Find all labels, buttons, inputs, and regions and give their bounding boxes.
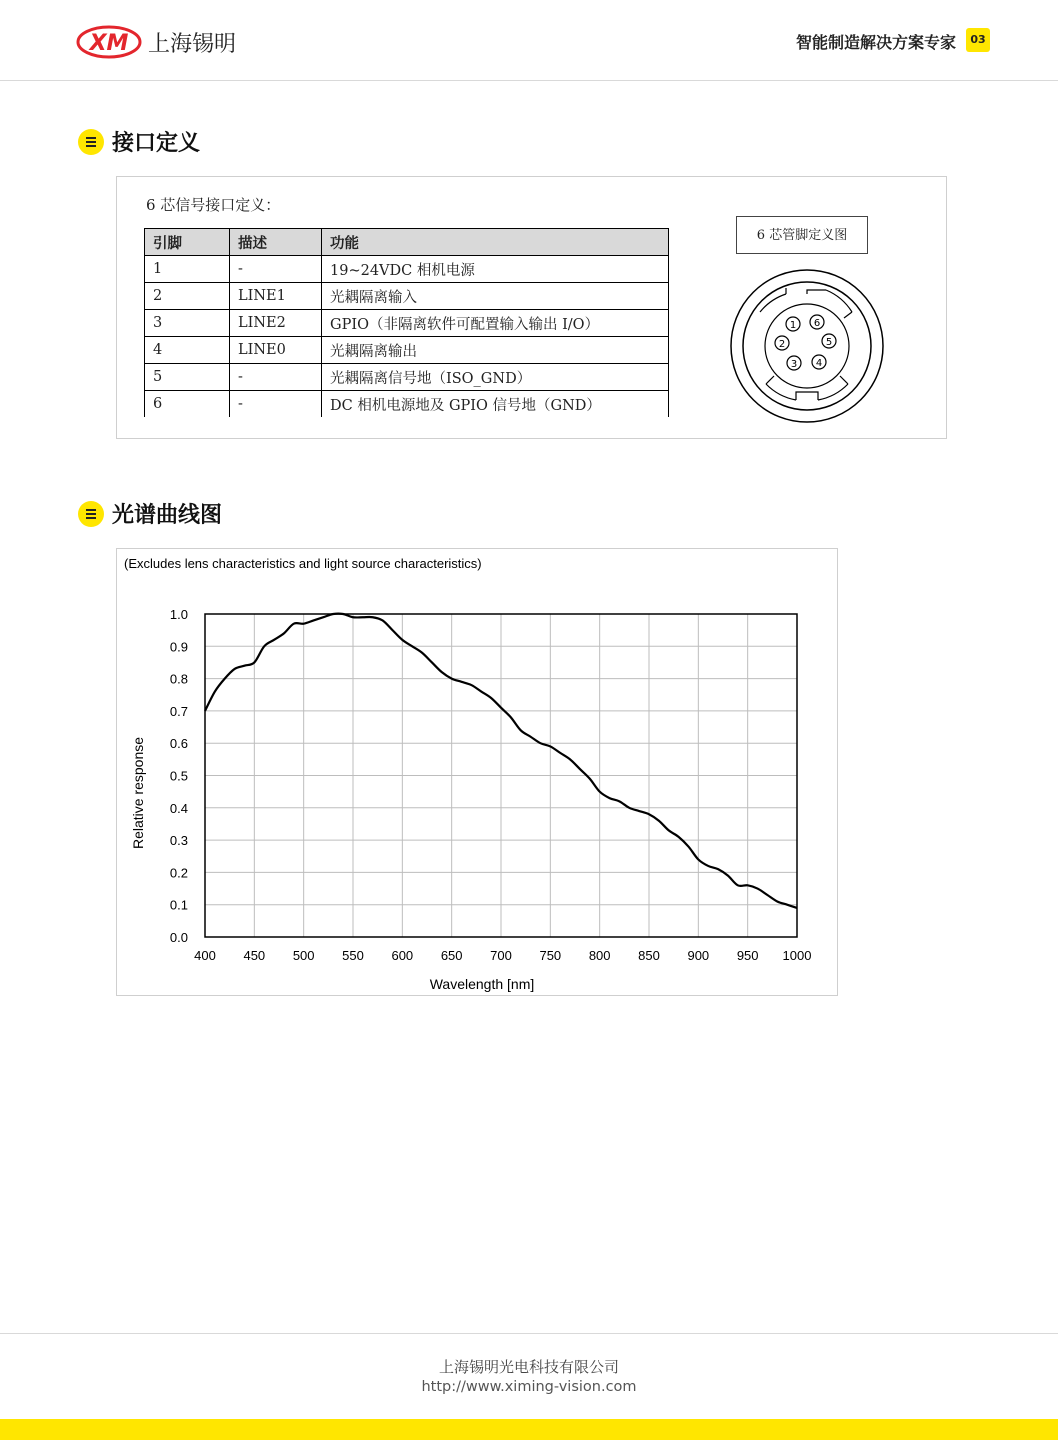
table-row [145, 283, 669, 310]
table-row [145, 391, 669, 418]
x-tick-label: 400 [194, 948, 216, 963]
cell-func: GPIO（非隔离软件可配置输入输出 I/O） [322, 310, 669, 337]
logo-text: 上海锡明 [148, 31, 237, 57]
svg-text:6: 6 [813, 318, 821, 329]
cell-desc: - [230, 256, 322, 283]
table-header-row [145, 229, 669, 256]
cell-desc: LINE0 [230, 337, 322, 364]
footer-url[interactable]: http://www.ximing-vision.com [421, 1379, 637, 1395]
footer-divider [0, 1333, 1058, 1334]
x-tick-label: 700 [490, 948, 512, 963]
page-header [0, 0, 1058, 81]
page-number-badge: 03 [966, 28, 990, 52]
x-tick-label: 550 [342, 948, 364, 963]
x-tick-label: 600 [391, 948, 414, 963]
y-axis-label: Relative response [130, 736, 146, 850]
x-tick-label: 900 [687, 948, 710, 963]
footer-company: 上海锡明光电科技有限公司 [438, 1358, 619, 1376]
cell-func: DC 相机电源地及 GPIO 信号地（GND） [322, 391, 669, 418]
pin-4 [812, 355, 826, 369]
menu-icon [78, 501, 104, 527]
svg-text:4: 4 [815, 358, 823, 369]
x-tick-label: 850 [638, 948, 660, 963]
cell-pin: 1 [145, 256, 230, 283]
y-tick-label: 0.9 [169, 639, 188, 655]
footer-accent-bar [0, 1419, 1058, 1440]
y-tick-label: 0.4 [169, 800, 188, 816]
cell-pin: 4 [145, 337, 230, 364]
cell-desc: LINE2 [230, 310, 322, 337]
cell-pin: 3 [145, 310, 230, 337]
menu-icon [78, 129, 104, 155]
y-tick-label: 0.6 [169, 736, 188, 752]
svg-text:3: 3 [790, 359, 798, 370]
y-tick-label: 0.8 [169, 671, 188, 687]
connector-pinout-diagram [726, 266, 888, 426]
y-tick-label: 1.0 [169, 607, 188, 622]
y-tick-label: 0.7 [169, 703, 188, 719]
x-tick-label: 1000 [782, 948, 812, 963]
column-header-desc: 描述 [230, 229, 322, 256]
cell-desc: LINE1 [230, 283, 322, 310]
svg-text:1: 1 [789, 320, 797, 331]
pin-table [144, 228, 669, 417]
pin-2 [775, 336, 789, 350]
cell-desc: - [230, 364, 322, 391]
chart-subtitle: (Excludes lens characteristics and light source characteristics) [124, 556, 482, 571]
section-title-text: 光谱曲线图 [112, 503, 223, 528]
pin-6 [810, 315, 824, 329]
column-header-pin: 引脚 [145, 229, 230, 256]
cell-func: 光耦隔离信号地（ISO_GND） [322, 364, 669, 391]
y-tick-label: 0.0 [169, 930, 188, 945]
x-tick-label: 750 [539, 948, 562, 963]
cell-pin: 6 [145, 391, 230, 418]
cell-func: 19~24VDC 相机电源 [322, 256, 669, 283]
table-row [145, 310, 669, 337]
cell-func: 光耦隔离输出 [322, 337, 669, 364]
svg-text:5: 5 [825, 337, 833, 348]
pin-1 [786, 317, 800, 331]
y-tick-label: 0.3 [169, 833, 188, 849]
x-axis-label: Wavelength [nm] [429, 976, 535, 992]
section-title-spectrum [78, 498, 222, 529]
cell-desc: - [230, 391, 322, 418]
header-tagline: 智能制造解决方案专家 [795, 33, 956, 52]
x-tick-label: 800 [588, 948, 611, 963]
x-tick-label: 950 [736, 948, 759, 963]
x-tick-label: 650 [440, 948, 463, 963]
column-header-func: 功能 [322, 229, 669, 256]
y-tick-label: 0.5 [169, 768, 188, 784]
diagram-label: 6 芯管脚定义图 [736, 216, 868, 254]
x-tick-label: 450 [243, 948, 266, 963]
pin-5 [822, 334, 836, 348]
x-tick-label: 500 [292, 948, 315, 963]
cell-func: 光耦隔离输入 [322, 283, 669, 310]
section-title-text: 接口定义 [112, 131, 201, 156]
cell-pin: 5 [145, 364, 230, 391]
interface-caption: 6 芯信号接口定义： [146, 196, 281, 214]
section-title-interface [78, 126, 200, 157]
pin-3 [787, 356, 801, 370]
y-tick-label: 0.1 [169, 897, 188, 913]
table-row [145, 256, 669, 283]
table-row [145, 337, 669, 364]
y-tick-label: 0.2 [169, 865, 188, 881]
table-row [145, 364, 669, 391]
svg-text:XM: XM [89, 31, 129, 56]
spectral-response-chart [116, 548, 836, 994]
xm-logo-icon [76, 24, 142, 60]
cell-pin: 2 [145, 283, 230, 310]
svg-text:2: 2 [778, 339, 786, 350]
company-logo [76, 22, 236, 62]
